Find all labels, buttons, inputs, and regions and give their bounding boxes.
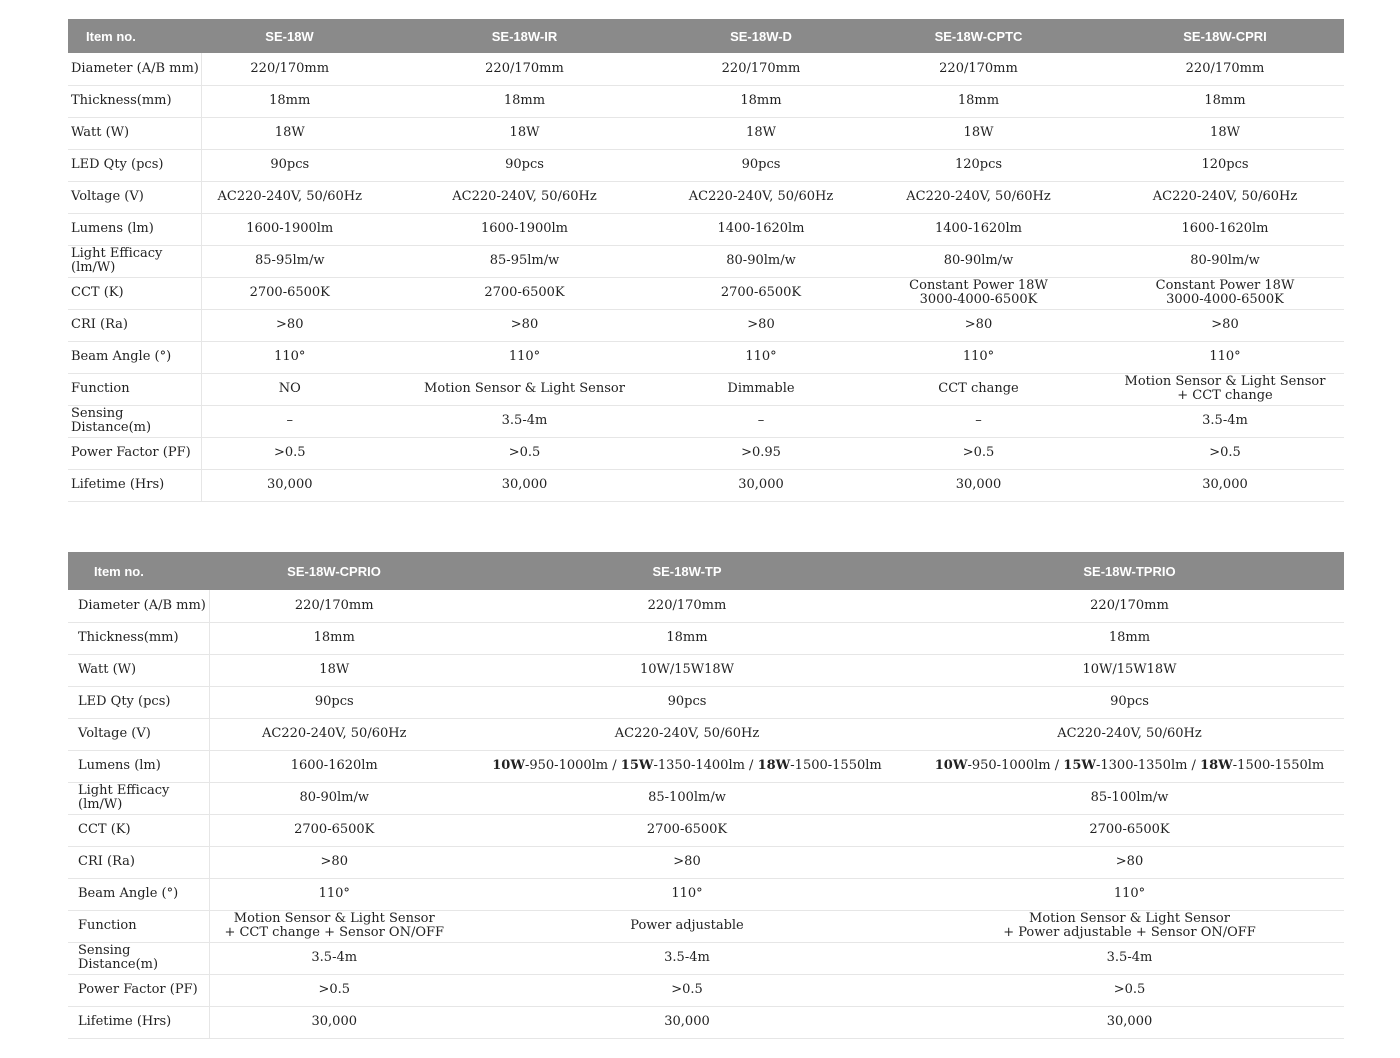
header-row (68, 552, 1344, 590)
table-cell: 18W (378, 117, 671, 149)
table-row (68, 942, 1344, 974)
table-cell: 110° (209, 878, 459, 910)
table-cell: AC220-240V, 50/60Hz (671, 181, 851, 213)
table-cell: 18mm (459, 622, 915, 654)
table-cell: 80-90lm/w (209, 782, 459, 814)
cell-line: Motion Sensor & Light Sensor (1029, 911, 1230, 926)
table-cell: 2700-6500K (459, 814, 915, 846)
row-label: Diameter (A/B mm) (68, 590, 209, 622)
table-cell: AC220-240V, 50/60Hz (1106, 181, 1344, 213)
row-label: Light Efficacy (lm/W) (68, 782, 209, 814)
table-cell: 30,000 (851, 469, 1106, 501)
table-row (68, 974, 1344, 1006)
table-row (68, 622, 1344, 654)
table-cell: 110° (459, 878, 915, 910)
table-cell: 90pcs (378, 149, 671, 181)
table-cell: – (201, 405, 378, 437)
header-row (68, 19, 1344, 53)
table-row (68, 341, 1344, 373)
row-label: Function (68, 910, 209, 942)
table-cell: 220/170mm (459, 590, 915, 622)
table-cell: 18W (209, 654, 459, 686)
wattage-label: 10W (492, 758, 525, 773)
table-cell: >0.5 (459, 974, 915, 1006)
table-row (68, 149, 1344, 181)
table-cell: 80-90lm/w (851, 245, 1106, 277)
row-label: Lifetime (Hrs) (68, 469, 201, 501)
table-cell: 110° (201, 341, 378, 373)
header-model: SE-18W (201, 19, 378, 53)
table-row (68, 405, 1344, 437)
wattage-label: 15W (620, 758, 654, 773)
cell-line: + Power adjustable + Sensor ON/OFF (1003, 925, 1256, 940)
spec-table-2-header (68, 552, 1344, 590)
table-cell (378, 277, 671, 309)
table-cell: 110° (1106, 341, 1344, 373)
table-cell (459, 910, 915, 942)
table-cell (915, 750, 1344, 782)
table-row (68, 846, 1344, 878)
table-cell: 220/170mm (915, 590, 1344, 622)
table-cell: 220/170mm (1106, 53, 1344, 85)
header-model: SE-18W-CPRIO (209, 552, 459, 590)
table-cell (201, 277, 378, 309)
table-row (68, 654, 1344, 686)
table-cell: 18mm (915, 622, 1344, 654)
cell-line: 3000-4000-6500K (919, 292, 1038, 307)
table-cell: >80 (201, 309, 378, 341)
table-row (68, 469, 1344, 501)
header-model: SE-18W-D (671, 19, 851, 53)
spec-table-1-body (68, 53, 1344, 501)
row-label: CRI (Ra) (68, 846, 209, 878)
table-row (68, 117, 1344, 149)
table-cell (671, 277, 851, 309)
table-cell: 2700-6500K (209, 814, 459, 846)
table-cell (1106, 277, 1344, 309)
table-cell: >0.5 (209, 974, 459, 1006)
table-cell: 120pcs (851, 149, 1106, 181)
table-row (68, 437, 1344, 469)
header-model: SE-18W-TPRIO (915, 552, 1344, 590)
cell-line: CCT change (938, 381, 1019, 396)
table-cell: 1400-1620lm (671, 213, 851, 245)
table-cell: 2700-6500K (915, 814, 1344, 846)
cell-line: + CCT change + Sensor ON/OFF (224, 925, 445, 940)
row-label: Thickness(mm) (68, 85, 201, 117)
table-cell: 120pcs (1106, 149, 1344, 181)
table-cell: 85-95lm/w (201, 245, 378, 277)
spec-table-1 (68, 19, 1344, 502)
table-cell: 18mm (1106, 85, 1344, 117)
table-cell: 18W (671, 117, 851, 149)
cell-line: NO (278, 381, 301, 396)
table-cell: 18mm (378, 85, 671, 117)
table-cell: 30,000 (671, 469, 851, 501)
table-cell: 30,000 (459, 1006, 915, 1038)
table-cell: 30,000 (915, 1006, 1344, 1038)
wattage-label: 18W (1200, 758, 1233, 773)
table-cell: >0.95 (671, 437, 851, 469)
table-cell: 80-90lm/w (671, 245, 851, 277)
table-cell: 30,000 (209, 1006, 459, 1038)
row-label: Voltage (V) (68, 181, 201, 213)
table-row (68, 213, 1344, 245)
row-label: LED Qty (pcs) (68, 686, 209, 718)
row-label: CCT (K) (68, 814, 209, 846)
cell-text: -950-1000lm / (524, 758, 621, 773)
table-cell: 85-100lm/w (915, 782, 1344, 814)
table-cell: >80 (209, 846, 459, 878)
table-row (68, 814, 1344, 846)
table-cell: 110° (851, 341, 1106, 373)
table-cell: >0.5 (201, 437, 378, 469)
table-row (68, 277, 1344, 309)
wattage-label: 18W (757, 758, 791, 773)
cell-text: -1500-1550lm (790, 758, 882, 773)
table-cell: 90pcs (201, 149, 378, 181)
table-row (68, 750, 1344, 782)
table-cell: >0.5 (915, 974, 1344, 1006)
table-cell: 1600-1900lm (201, 213, 378, 245)
row-label: Lumens (lm) (68, 750, 209, 782)
table-cell: – (851, 405, 1106, 437)
cell-line: 2700-6500K (720, 285, 802, 300)
wattage-label: 10W (934, 758, 968, 773)
table-row (68, 686, 1344, 718)
cell-line: Motion Sensor & Light Sensor (233, 911, 435, 926)
table-cell: >80 (851, 309, 1106, 341)
table-cell: 220/170mm (671, 53, 851, 85)
table-cell (915, 910, 1344, 942)
table-cell: 18mm (671, 85, 851, 117)
table-cell: >80 (915, 846, 1344, 878)
table-row (68, 718, 1344, 750)
table-cell: 18W (851, 117, 1106, 149)
row-label: Lifetime (Hrs) (68, 1006, 209, 1038)
table-row (68, 53, 1344, 85)
table-row (68, 590, 1344, 622)
cell-text: -1350-1400lm / (653, 758, 758, 773)
table-cell: >80 (378, 309, 671, 341)
spec-table-1-header (68, 19, 1344, 53)
cell-line: + CCT change (1177, 388, 1273, 403)
table-row (68, 245, 1344, 277)
header-item-no: Item no. (68, 19, 201, 53)
table-cell: 85-100lm/w (459, 782, 915, 814)
cell-line: Power adjustable (630, 918, 744, 933)
table-row (68, 782, 1344, 814)
table-cell: 18mm (851, 85, 1106, 117)
table-cell: AC220-240V, 50/60Hz (915, 718, 1344, 750)
table-row (68, 1006, 1344, 1038)
table-row (68, 309, 1344, 341)
table-cell (378, 373, 671, 405)
table-cell: >0.5 (378, 437, 671, 469)
table-cell: >80 (459, 846, 915, 878)
row-label: Beam Angle (°) (68, 341, 201, 373)
table-cell (201, 373, 378, 405)
row-label: Lumens (lm) (68, 213, 201, 245)
table-cell: 30,000 (201, 469, 378, 501)
cell-text: -950-1000lm / (967, 758, 1064, 773)
table-cell: – (671, 405, 851, 437)
header-model: SE-18W-CPRI (1106, 19, 1344, 53)
table-cell: 3.5-4m (378, 405, 671, 437)
table-cell: 18W (201, 117, 378, 149)
table-cell: 18mm (201, 85, 378, 117)
table-cell: 220/170mm (209, 590, 459, 622)
cell-line: 3000-4000-6500K (1166, 292, 1284, 307)
table-cell: 220/170mm (378, 53, 671, 85)
table-cell (671, 373, 851, 405)
header-model: SE-18W-IR (378, 19, 671, 53)
row-label: Sensing Distance(m) (68, 942, 209, 974)
table-cell: 3.5-4m (1106, 405, 1344, 437)
table-cell: 10W/15W18W (915, 654, 1344, 686)
row-label: CCT (K) (68, 277, 201, 309)
row-label: Function (68, 373, 201, 405)
cell-line: 2700-6500K (484, 285, 565, 300)
row-label: Watt (W) (68, 654, 209, 686)
table-row (68, 373, 1344, 405)
table-cell: 85-95lm/w (378, 245, 671, 277)
header-model: SE-18W-CPTC (851, 19, 1106, 53)
row-label: Beam Angle (°) (68, 878, 209, 910)
table-cell (1106, 373, 1344, 405)
row-label: Voltage (V) (68, 718, 209, 750)
cell-line: Constant Power 18W (909, 278, 1048, 293)
table-cell (459, 750, 915, 782)
table-cell: AC220-240V, 50/60Hz (851, 181, 1106, 213)
table-cell: >0.5 (851, 437, 1106, 469)
cell-text: -1300-1350lm / (1095, 758, 1201, 773)
table-cell: >80 (1106, 309, 1344, 341)
row-label: LED Qty (pcs) (68, 149, 201, 181)
cell-line: Motion Sensor & Light Sensor (1124, 374, 1326, 389)
table-cell: 18mm (209, 622, 459, 654)
row-label: Thickness(mm) (68, 622, 209, 654)
spec-table-2-body (68, 590, 1344, 1038)
table-cell: AC220-240V, 50/60Hz (378, 181, 671, 213)
header-model: SE-18W-TP (459, 552, 915, 590)
table-cell: 220/170mm (201, 53, 378, 85)
table-row (68, 181, 1344, 213)
table-cell: AC220-240V, 50/60Hz (209, 718, 459, 750)
table-cell: 90pcs (209, 686, 459, 718)
cell-text: 1600-1620lm (290, 758, 378, 773)
table-cell: 18W (1106, 117, 1344, 149)
table-cell: AC220-240V, 50/60Hz (201, 181, 378, 213)
table-cell: 220/170mm (851, 53, 1106, 85)
table-cell (851, 277, 1106, 309)
table-cell: >0.5 (1106, 437, 1344, 469)
table-cell: 3.5-4m (209, 942, 459, 974)
table-cell: 110° (915, 878, 1344, 910)
table-cell: 110° (671, 341, 851, 373)
table-cell: 90pcs (915, 686, 1344, 718)
spec-table-2 (68, 552, 1344, 1039)
table-cell: 30,000 (1106, 469, 1344, 501)
table-cell: 1600-1900lm (378, 213, 671, 245)
table-cell (851, 373, 1106, 405)
table-cell: 3.5-4m (459, 942, 915, 974)
row-label: Light Efficacy (lm/W) (68, 245, 201, 277)
table-cell: 1400-1620lm (851, 213, 1106, 245)
table-row (68, 910, 1344, 942)
row-label: Power Factor (PF) (68, 437, 201, 469)
table-cell: 90pcs (671, 149, 851, 181)
table-cell: 1600-1620lm (1106, 213, 1344, 245)
cell-line: 2700-6500K (249, 285, 330, 300)
row-label: Diameter (A/B mm) (68, 53, 201, 85)
header-item-no: Item no. (68, 552, 209, 590)
row-label: CRI (Ra) (68, 309, 201, 341)
table-cell: 90pcs (459, 686, 915, 718)
cell-text: -1500-1550lm (1232, 758, 1325, 773)
row-label: Sensing Distance(m) (68, 405, 201, 437)
cell-line: Constant Power 18W (1155, 278, 1295, 293)
table-cell: 30,000 (378, 469, 671, 501)
table-cell: 110° (378, 341, 671, 373)
cell-line: Motion Sensor & Light Sensor (424, 381, 625, 396)
table-row (68, 878, 1344, 910)
table-cell: 3.5-4m (915, 942, 1344, 974)
table-cell: AC220-240V, 50/60Hz (459, 718, 915, 750)
table-cell (209, 910, 459, 942)
row-label: Power Factor (PF) (68, 974, 209, 1006)
table-cell: 80-90lm/w (1106, 245, 1344, 277)
wattage-label: 15W (1063, 758, 1096, 773)
table-row (68, 85, 1344, 117)
table-cell: 10W/15W18W (459, 654, 915, 686)
row-label: Watt (W) (68, 117, 201, 149)
cell-line: Dimmable (727, 381, 795, 396)
table-cell (209, 750, 459, 782)
table-cell: >80 (671, 309, 851, 341)
